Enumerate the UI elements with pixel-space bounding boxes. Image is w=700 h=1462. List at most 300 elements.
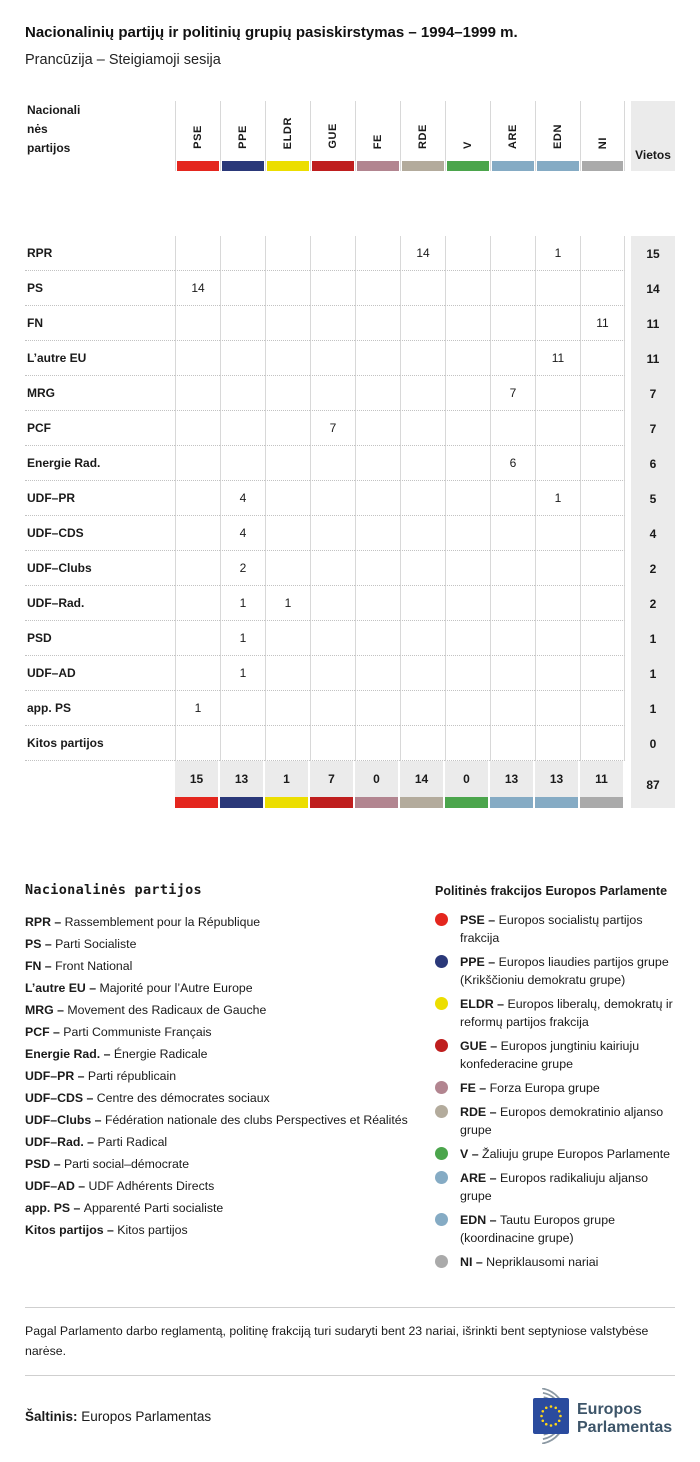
group-color-dot	[435, 1213, 448, 1226]
table-cell	[535, 411, 580, 446]
party-abbr: UDF–Rad. –	[25, 1135, 98, 1149]
party-name: Majorité pour l’Autre Europe	[99, 981, 253, 995]
group-name: Europos socialistų partijos frakcija	[460, 913, 643, 945]
table-row	[25, 271, 675, 306]
party-name: Parti Socialiste	[55, 937, 137, 951]
party-abbr: PSD –	[25, 1157, 64, 1171]
group-text	[460, 995, 675, 1031]
table-cell	[535, 691, 580, 726]
party-name: UDF Adhérents Directs	[88, 1179, 215, 1193]
legend-party-item	[25, 999, 435, 1021]
group-code-label: PSE	[192, 125, 204, 149]
legend-party-item	[25, 955, 435, 977]
table-cell	[535, 656, 580, 691]
table-cell	[400, 271, 445, 306]
table-cell	[355, 236, 400, 271]
table-header	[25, 101, 675, 236]
group-name: Europos radikaliuju aljanso grupe	[460, 1171, 649, 1203]
table-cell	[220, 306, 265, 341]
legend-parties-heading: Nacionalinės partijos	[25, 882, 202, 898]
table-cell	[355, 621, 400, 656]
group-color-dot	[435, 1081, 448, 1094]
legend-political-groups	[435, 882, 675, 1277]
table-cell	[220, 236, 265, 271]
legend-party-item	[25, 933, 435, 955]
party-abbr: Energie Rad. –	[25, 1047, 114, 1061]
party-abbr: PCF –	[25, 1025, 64, 1039]
european-parliament-logo	[505, 1388, 675, 1444]
party-name: Apparenté Parti socialiste	[83, 1201, 224, 1215]
party-name: Centre des démocrates sociaux	[96, 1091, 270, 1105]
party-label: Kitos partijos	[25, 726, 175, 761]
group-code-label: RDE	[417, 123, 429, 149]
source-text	[25, 1409, 211, 1424]
group-code-label: ELDR	[282, 116, 294, 149]
table-cell	[535, 271, 580, 306]
table-cell	[580, 411, 625, 446]
table-cell	[400, 341, 445, 376]
group-code-label: GUE	[327, 123, 339, 149]
total-cell	[220, 761, 265, 808]
table-cell	[445, 516, 490, 551]
table-cell	[355, 411, 400, 446]
total-cell	[535, 761, 580, 808]
table-cell	[445, 656, 490, 691]
table-cell	[355, 726, 400, 761]
table-cell	[490, 656, 535, 691]
legend-group-item	[435, 953, 675, 989]
group-color-bar	[490, 797, 533, 808]
table-cell	[400, 411, 445, 446]
column-header-eldr	[265, 101, 310, 171]
party-label: app. PS	[25, 691, 175, 726]
table-cell	[490, 236, 535, 271]
legend-party-item	[25, 1109, 435, 1131]
group-abbr: EDN –	[460, 1213, 500, 1227]
table-cell	[265, 446, 310, 481]
table-cell	[310, 376, 355, 411]
party-abbr: FN –	[25, 959, 56, 973]
group-color-bar	[582, 161, 623, 171]
legend-group-item	[435, 1169, 675, 1205]
group-abbr: GUE –	[460, 1039, 501, 1053]
table-cell	[535, 446, 580, 481]
table-cell	[310, 446, 355, 481]
table-cell	[355, 691, 400, 726]
table-cell	[310, 516, 355, 551]
group-code-label: PPE	[237, 125, 249, 149]
table-cell	[400, 516, 445, 551]
group-name: Europos liaudies partijos grupe (Krikščioniu demokratu grupe)	[460, 955, 669, 987]
total-value: 7	[328, 772, 335, 786]
total-cell	[490, 761, 535, 808]
table-cell: 14	[175, 271, 220, 306]
corner-line: nės	[27, 122, 48, 136]
column-header-fe	[355, 101, 400, 171]
table-cell	[175, 481, 220, 516]
table-row	[25, 411, 675, 446]
table-cell: 1	[220, 656, 265, 691]
table-cell	[580, 271, 625, 306]
divider	[25, 1307, 675, 1308]
table-cell	[490, 341, 535, 376]
table-cell	[535, 306, 580, 341]
table-cell	[400, 691, 445, 726]
group-code-label: FE	[372, 133, 384, 149]
table-cell	[220, 271, 265, 306]
total-cell	[580, 761, 625, 808]
legend-parties-list	[25, 911, 435, 1241]
group-color-bar	[312, 161, 354, 171]
table-cell	[490, 481, 535, 516]
table-row	[25, 446, 675, 481]
legend-party-item	[25, 1065, 435, 1087]
seats-header-label: Vietos	[635, 148, 671, 162]
group-color-dot	[435, 1105, 448, 1118]
party-label: UDF–AD	[25, 656, 175, 691]
legend-group-item	[435, 1079, 675, 1097]
table-cell	[400, 656, 445, 691]
total-value: 13	[234, 772, 249, 786]
table-cell	[265, 271, 310, 306]
table-cell	[220, 376, 265, 411]
divider	[25, 1375, 675, 1376]
table-cell	[265, 691, 310, 726]
table-cell	[490, 306, 535, 341]
logo-text-line1: Europos	[577, 1401, 642, 1418]
seats-cell: 1	[631, 621, 675, 656]
table-cell	[400, 726, 445, 761]
table-cell	[355, 446, 400, 481]
table-cell	[310, 271, 355, 306]
legend-group-item	[435, 911, 675, 947]
party-abbr: PS –	[25, 937, 56, 951]
table-cell	[175, 376, 220, 411]
group-abbr: RDE –	[460, 1105, 500, 1119]
table-cell	[400, 481, 445, 516]
table-cell	[400, 376, 445, 411]
table-cell	[220, 446, 265, 481]
table-cell	[445, 271, 490, 306]
table-cell: 11	[580, 306, 625, 341]
legend-groups-list	[435, 911, 675, 1271]
legend-group-item	[435, 1211, 675, 1247]
totals-row	[25, 761, 675, 808]
party-abbr: UDF–CDS –	[25, 1091, 97, 1105]
table-cell	[400, 586, 445, 621]
seats-cell: 11	[631, 306, 675, 341]
seats-cell: 15	[631, 236, 675, 271]
table-cell	[310, 691, 355, 726]
table-cell: 1	[220, 621, 265, 656]
table-cell: 1	[265, 586, 310, 621]
table-cell	[580, 656, 625, 691]
total-value: 13	[549, 772, 564, 786]
group-text	[460, 1253, 598, 1271]
party-name: Front National	[55, 959, 133, 973]
legend-party-item	[25, 977, 435, 999]
table-cell	[580, 481, 625, 516]
table-cell	[445, 376, 490, 411]
group-color-dot	[435, 997, 448, 1010]
legend-group-item	[435, 1145, 675, 1163]
group-color-dot	[435, 913, 448, 926]
table-cell	[355, 481, 400, 516]
column-header-are	[490, 101, 535, 171]
total-cell	[175, 761, 220, 808]
party-name: Rassemblement pour la République	[64, 915, 261, 929]
table-cell	[445, 586, 490, 621]
table-row	[25, 376, 675, 411]
party-name: Parti Radical	[97, 1135, 168, 1149]
table-cell	[265, 516, 310, 551]
column-header-edn	[535, 101, 580, 171]
page-subtitle: Prancūzija – Steigiamoji sesija	[25, 52, 221, 68]
table-cell	[580, 551, 625, 586]
group-text	[460, 953, 675, 989]
table-cell	[310, 656, 355, 691]
total-value: 14	[414, 772, 429, 786]
table-cell	[310, 236, 355, 271]
table-cell	[490, 411, 535, 446]
group-text	[460, 1169, 675, 1205]
table-cell	[445, 236, 490, 271]
total-seats: 87	[631, 761, 675, 808]
table-totals	[25, 761, 675, 808]
table-cell	[490, 586, 535, 621]
table-cell	[265, 621, 310, 656]
table-cell: 2	[220, 551, 265, 586]
party-abbr: UDF–AD –	[25, 1179, 89, 1193]
table-cell	[535, 621, 580, 656]
table-cell	[580, 621, 625, 656]
group-color-bar	[445, 797, 488, 808]
table-cell	[580, 726, 625, 761]
group-color-bar	[400, 797, 443, 808]
table-cell: 1	[175, 691, 220, 726]
table-cell	[355, 271, 400, 306]
party-label: UDF–Rad.	[25, 586, 175, 621]
table-cell	[445, 621, 490, 656]
table-cell	[445, 691, 490, 726]
table-body	[25, 236, 675, 761]
table-cell	[265, 551, 310, 586]
group-text	[460, 1145, 670, 1163]
group-color-bar	[222, 161, 264, 171]
group-code-label: NI	[596, 136, 609, 149]
table-cell: 11	[535, 341, 580, 376]
group-color-bar	[357, 161, 399, 171]
table-row	[25, 586, 675, 621]
total-cell	[265, 761, 310, 808]
legend-party-item	[25, 1219, 435, 1241]
table-cell	[265, 236, 310, 271]
party-name: Parti républicain	[87, 1069, 177, 1083]
legend-party-item	[25, 1087, 435, 1109]
total-value: 13	[504, 772, 519, 786]
table-cell	[175, 551, 220, 586]
table-cell	[265, 656, 310, 691]
table-cell	[265, 306, 310, 341]
group-color-bar	[265, 797, 308, 808]
party-name: Movement des Radicaux de Gauche	[67, 1003, 267, 1017]
table-cell	[580, 446, 625, 481]
party-label: RPR	[25, 236, 175, 271]
group-color-bar	[310, 797, 353, 808]
table-cell	[445, 551, 490, 586]
legend-national-parties	[25, 882, 435, 1277]
legend-party-item	[25, 911, 435, 933]
source-label: Šaltinis:	[25, 1408, 78, 1424]
table-cell	[175, 586, 220, 621]
group-abbr: V –	[460, 1147, 483, 1161]
column-header-ni	[580, 101, 625, 171]
corner-line: partijos	[27, 141, 71, 155]
seats-cell: 0	[631, 726, 675, 761]
seats-cell: 1	[631, 691, 675, 726]
legend-party-item	[25, 1043, 435, 1065]
table-row	[25, 551, 675, 586]
group-color-bar	[580, 797, 623, 808]
group-text	[460, 1211, 675, 1247]
table-cell	[175, 656, 220, 691]
table-row	[25, 691, 675, 726]
table-corner-header	[25, 101, 175, 171]
table-row	[25, 341, 675, 376]
column-header-rde	[400, 101, 445, 171]
party-name: Énergie Radicale	[113, 1047, 208, 1061]
group-color-dot	[435, 1171, 448, 1184]
group-color-dot	[435, 955, 448, 968]
seats-cell: 14	[631, 271, 675, 306]
table-cell	[580, 376, 625, 411]
total-value: 0	[373, 772, 380, 786]
group-color-bar	[220, 797, 263, 808]
party-abbr: Kitos partijos –	[25, 1223, 118, 1237]
table-cell: 7	[310, 411, 355, 446]
legend-group-item	[435, 1103, 675, 1139]
table-cell	[580, 236, 625, 271]
group-color-bar	[355, 797, 398, 808]
party-label: UDF–PR	[25, 481, 175, 516]
table-cell	[265, 411, 310, 446]
seats-cell: 4	[631, 516, 675, 551]
table-cell	[310, 341, 355, 376]
seats-cell: 2	[631, 586, 675, 621]
group-color-dot	[435, 1039, 448, 1052]
table-cell	[580, 516, 625, 551]
table-cell: 1	[220, 586, 265, 621]
table-cell	[535, 586, 580, 621]
table-cell	[175, 411, 220, 446]
group-color-bar	[175, 797, 218, 808]
table-cell	[400, 621, 445, 656]
table-row	[25, 306, 675, 341]
party-label: FN	[25, 306, 175, 341]
group-color-bar	[177, 161, 219, 171]
seats-cell: 7	[631, 376, 675, 411]
seats-cell: 6	[631, 446, 675, 481]
table-cell	[490, 691, 535, 726]
table-cell	[445, 446, 490, 481]
party-label: L’autre EU	[25, 341, 175, 376]
table-cell	[535, 516, 580, 551]
table-cell	[355, 586, 400, 621]
table-row	[25, 621, 675, 656]
group-name: Europos demokratinio aljanso grupe	[460, 1105, 664, 1137]
table-cell	[265, 376, 310, 411]
group-code-label: EDN	[552, 123, 564, 149]
seats-cell: 2	[631, 551, 675, 586]
table-cell	[175, 726, 220, 761]
table-cell	[445, 306, 490, 341]
group-color-bar	[267, 161, 309, 171]
total-value: 0	[463, 772, 470, 786]
party-label: Energie Rad.	[25, 446, 175, 481]
group-color-bar	[492, 161, 534, 171]
legend-group-item	[435, 995, 675, 1031]
table-cell	[445, 726, 490, 761]
source-row	[25, 1388, 675, 1444]
group-name: Tautu Europos grupe (koordinacine grupe)	[460, 1213, 615, 1245]
group-text	[460, 1037, 675, 1073]
party-label: UDF–Clubs	[25, 551, 175, 586]
group-abbr: ARE –	[460, 1171, 500, 1185]
total-cell	[445, 761, 490, 808]
table-cell: 6	[490, 446, 535, 481]
table-row	[25, 236, 675, 271]
column-header-v	[445, 101, 490, 171]
column-header-ppe	[220, 101, 265, 171]
seats-cell: 5	[631, 481, 675, 516]
table-cell	[580, 691, 625, 726]
table-cell	[490, 726, 535, 761]
table-row	[25, 516, 675, 551]
table-cell	[400, 306, 445, 341]
total-value: 15	[189, 772, 204, 786]
table-cell	[445, 411, 490, 446]
party-label: MRG	[25, 376, 175, 411]
legend-group-item	[435, 1253, 675, 1271]
table-cell	[310, 726, 355, 761]
table-cell	[310, 621, 355, 656]
logo-text-line2: Parlamentas	[577, 1419, 673, 1436]
group-color-dot	[435, 1147, 448, 1160]
source-value: Europos Parlamentas	[81, 1408, 212, 1424]
group-text	[460, 1103, 675, 1139]
footnote: Pagal Parlamento darbo reglamentą, politinę frakciją turi sudaryti bent 23 nariai, išrinkti bent septyniose valstybėse narėse.	[25, 1324, 649, 1358]
seats-column-header	[631, 101, 675, 171]
column-header-gue	[310, 101, 355, 171]
table-cell	[220, 411, 265, 446]
table-cell	[580, 341, 625, 376]
table-cell	[265, 726, 310, 761]
group-color-bar	[537, 161, 579, 171]
eu-flag-icon	[533, 1398, 569, 1434]
table-cell	[220, 726, 265, 761]
table-cell	[445, 481, 490, 516]
group-code-label: V	[462, 141, 474, 149]
table-cell	[400, 446, 445, 481]
table-header-row	[25, 101, 675, 171]
table-cell	[175, 446, 220, 481]
legend-party-item	[25, 1153, 435, 1175]
party-abbr: UDF–Clubs –	[25, 1113, 105, 1127]
table-cell: 1	[535, 236, 580, 271]
table-cell	[175, 341, 220, 376]
group-name: Europos jungtiniu kairiuju konfederacine grupe	[460, 1039, 640, 1071]
table-cell	[310, 481, 355, 516]
